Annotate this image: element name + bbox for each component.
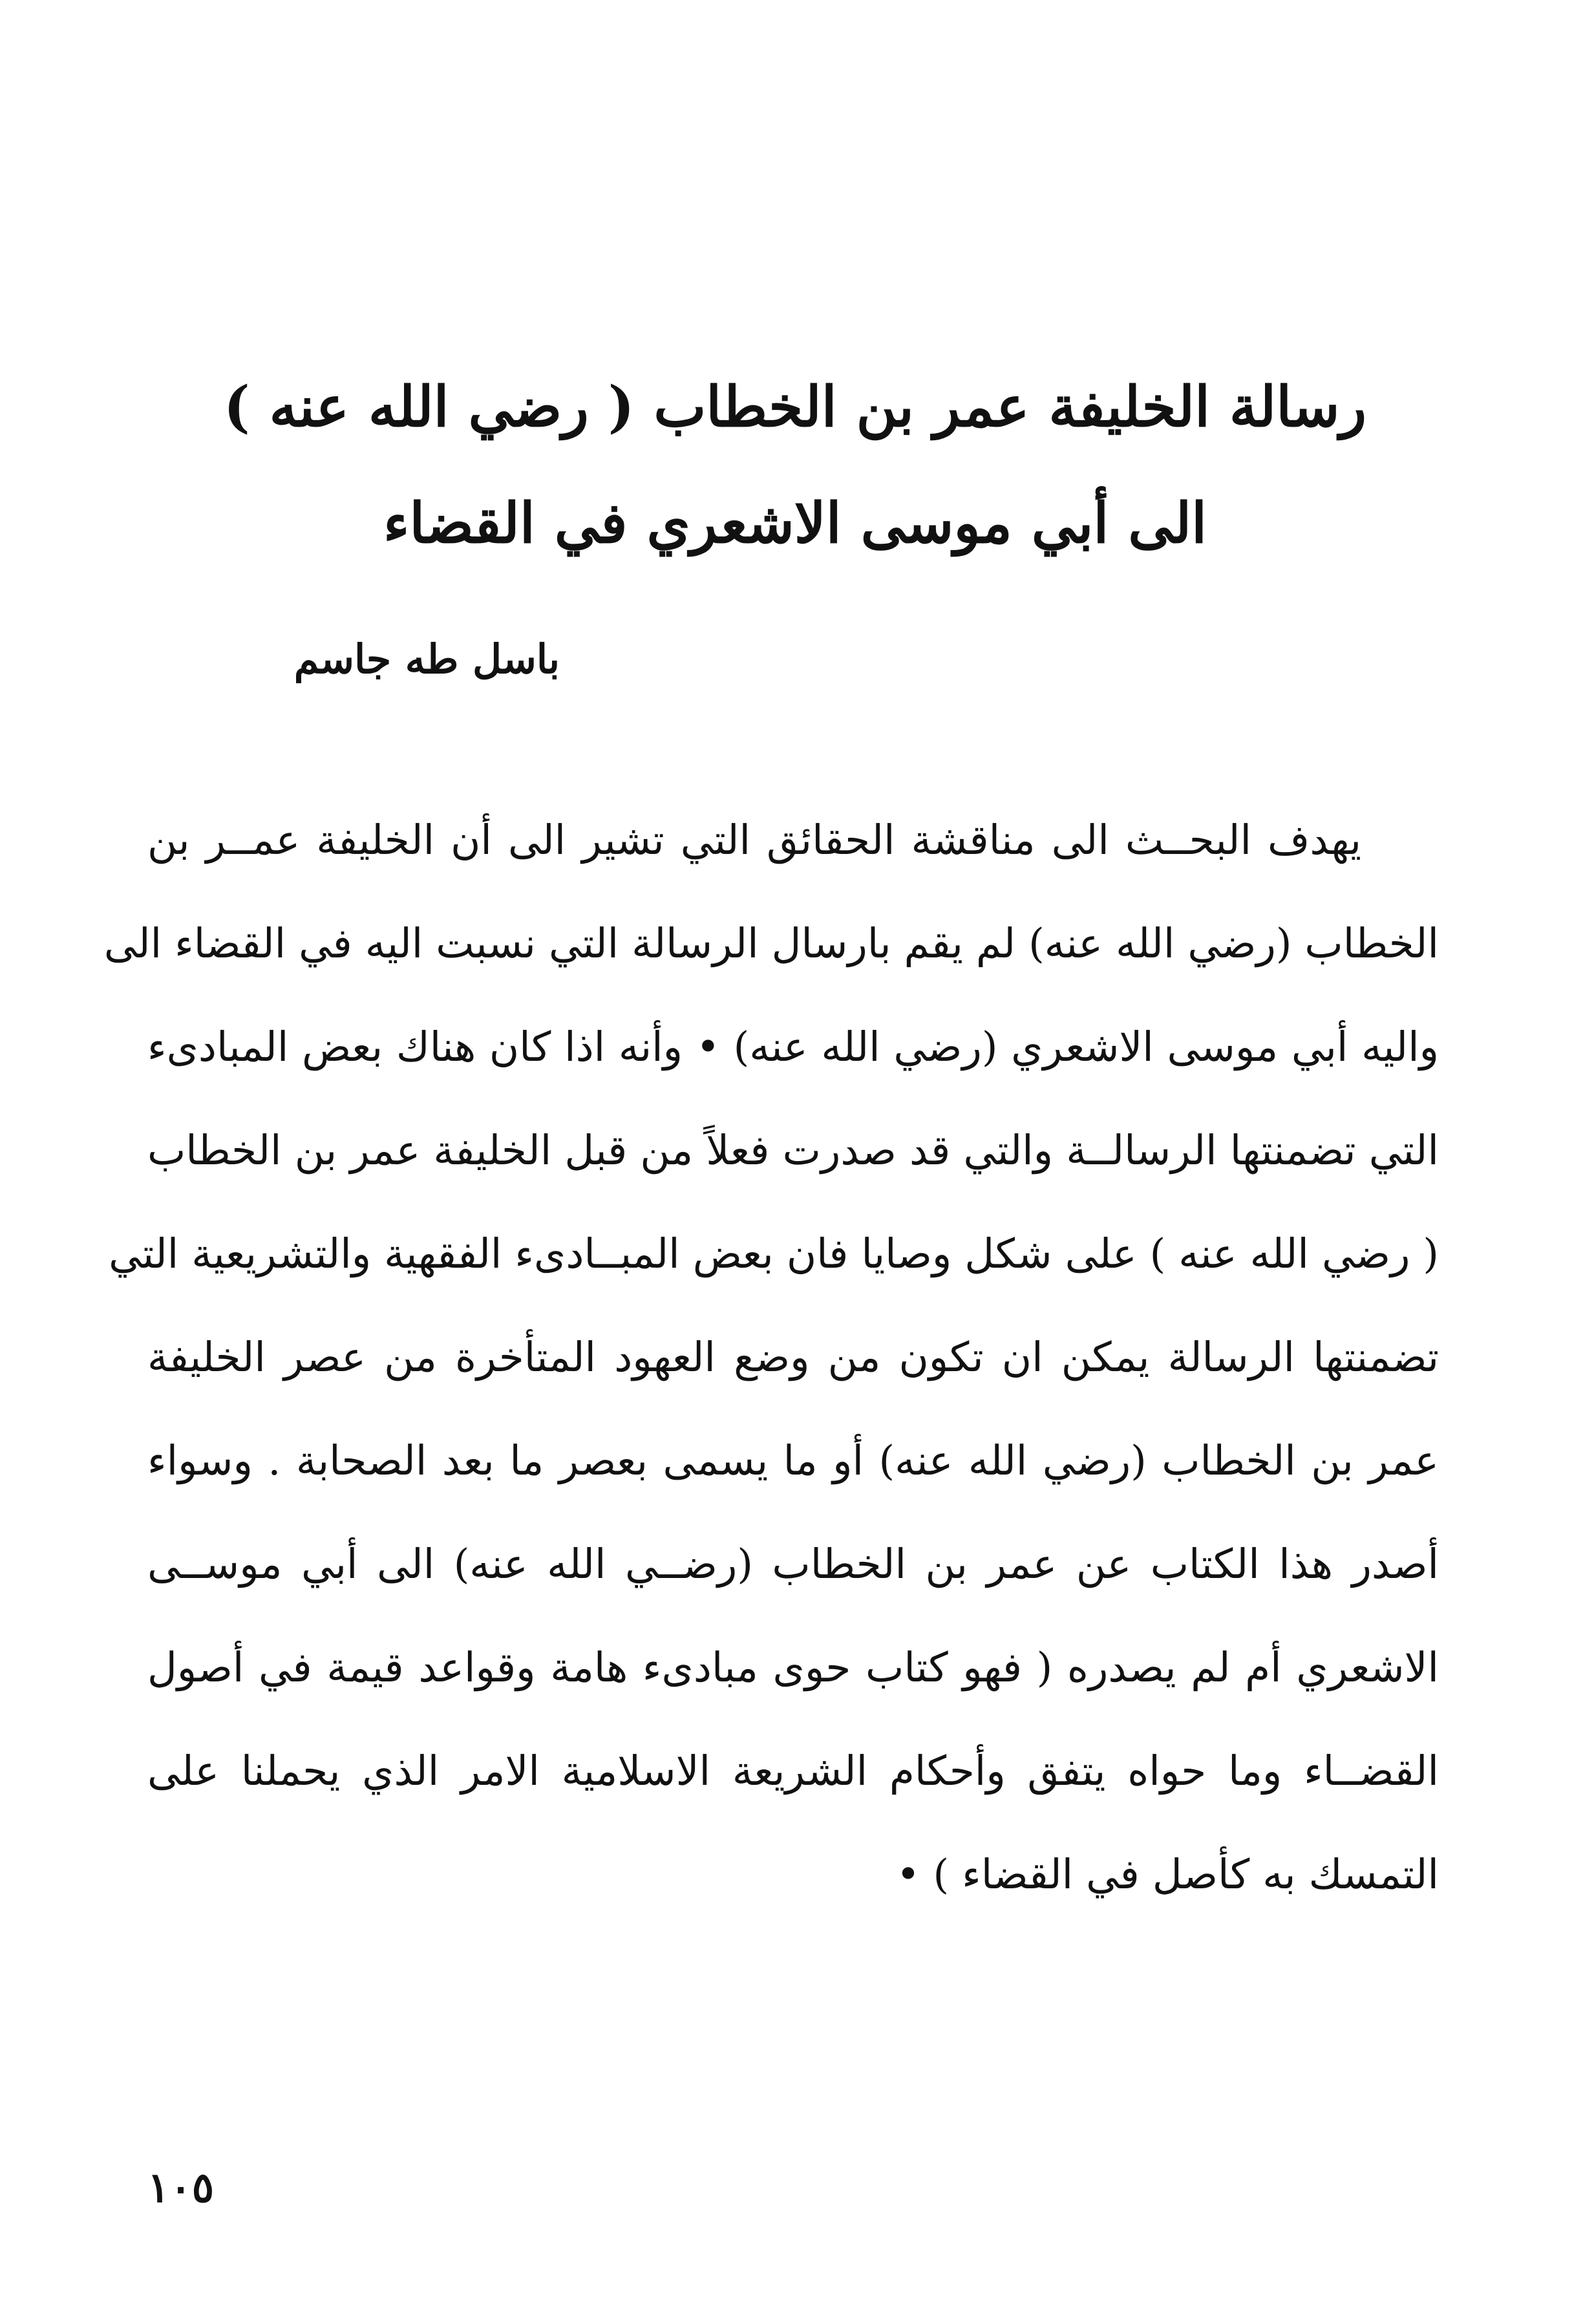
paragraph-line: واليه أبي موسى الاشعري (رضي الله عنه) • وأنه اذا كان هناك بعض المبادىء bbox=[147, 1023, 1439, 1071]
article-title bbox=[168, 349, 1422, 582]
paragraph-line: الخطاب (رضي الله عنه) لم يقم بارسال الرسالة التي نسبت اليه في القضاء الى bbox=[103, 920, 1439, 967]
title-line-1: رسالة الخليفة عمر بن الخطاب ( رضي الله عنه ) bbox=[223, 374, 1367, 440]
paragraph-line: ( رضي الله عنه ) على شكل وصايا فان بعض المبــادىء الفقهية والتشريعية التي bbox=[109, 1230, 1439, 1277]
paragraph-line: الاشعري أم لم يصدره ( فهو كتاب حوى مبادىء هامة وقواعد قيمة في أصول bbox=[147, 1644, 1439, 1691]
paragraph-line: القضــاء وما حواه يتفق وأحكام الشريعة الاسلامية الامر الذي يحملنا على bbox=[147, 1747, 1439, 1795]
paragraph-line: عمر بن الخطاب (رضي الله عنه) أو ما يسمى بعصر ما بعد الصحابة . وسواء bbox=[147, 1437, 1439, 1484]
paragraph-line: أصدر هذا الكتاب عن عمر بن الخطاب (رضــي الله عنه) الى أبي موســى bbox=[147, 1540, 1439, 1588]
paragraph-line: التمسك به كأصل في القضاء ) • bbox=[896, 1851, 1439, 1898]
paragraph-line: تضمنتها الرسالة يمكن ان تكون من وضع العهود المتأخرة من عصر الخليفة bbox=[147, 1334, 1439, 1381]
page-number: ١٠٥ bbox=[147, 2164, 215, 2212]
paragraph-line: التي تضمنتها الرسالــة والتي قد صدرت فعلاً من قبل الخليفة عمر بن الخطاب bbox=[147, 1127, 1439, 1174]
title-line-2: الى أبي موسى الاشعري في القضاء bbox=[383, 491, 1207, 556]
author-name: باسل طه جاسم bbox=[293, 635, 560, 683]
abstract-paragraph bbox=[103, 789, 1439, 1926]
paragraph-line: يهدف البحــث الى مناقشة الحقائق التي تشير الى أن الخليفة عمــر بن bbox=[147, 816, 1361, 864]
